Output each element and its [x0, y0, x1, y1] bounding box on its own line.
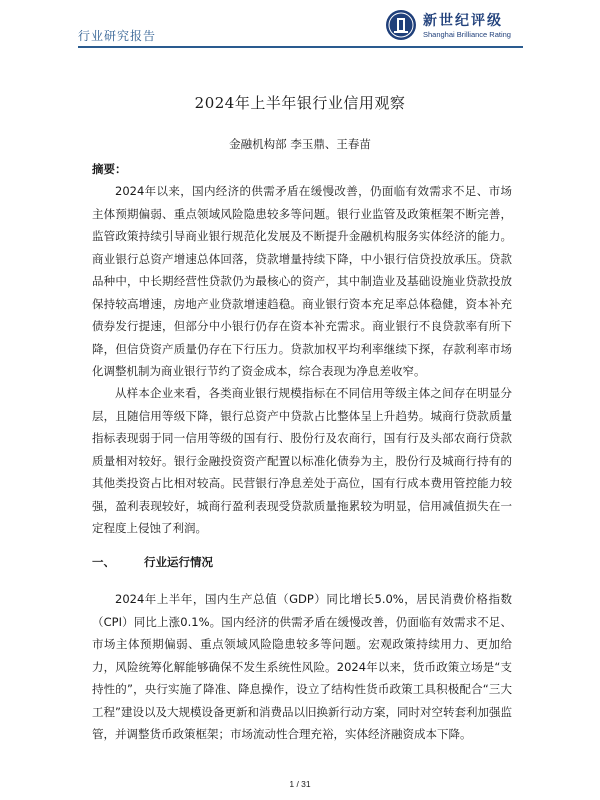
report-authors: 金融机构部 李玉鼎、王春苗 [229, 137, 371, 151]
abstract-label: 摘要： [92, 162, 127, 176]
brand-logo [385, 9, 535, 43]
section-heading [92, 554, 213, 570]
report-type-label: 行业研究报告 [78, 29, 157, 43]
abstract-paragraph-2: 从样本企业来看，各类商业银行规模指标在不同信用等级主体之间存在明显分层，且随信用等级下降，银行总资产中贷款占比整体呈上升趋势。城商行贷款质量指标表现弱于同一信用等级的国有行、股份行及农商行，国有行及头部农商行贷款质量相对较好。银行金融投资资产配置以标准化债券为主，股份行及城商行持有的其他类投资占比相对较高。民营银行净息差处于高位，国有行成本费用管控能力较强，盈利表现较好，城商行盈利表现受贷款质量拖累较为明显，信用减值损失在一定程度上侵蚀了利润。 [92, 386, 512, 535]
section-paragraph-1: 2024年上半年，国内生产总值（GDP）同比增长5.0%，居民消费价格指数（CPI）同比上涨0.1%。国内经济的供需矛盾在缓慢改善，仍面临有效需求不足、市场主体预期偏弱、重点领域风险隐患较多等问题。宏观政策持续用力、更加给力，风险统筹化解能够确保不发生系统性风险。2024年以来，货币政策立场是“支持性的”，央行实施了降准、降息操作，设立了结构性货币政策工具积极配合“三大工程”建设以及大规模设备更新和消费品以旧换新行动方案，同时对空转套利加强监管，并调整货币政策框架；市场流动性合理充裕，实体经济融资成本下降。 [92, 592, 512, 741]
page-number: 1 / 31 [289, 779, 311, 789]
header-divider [78, 46, 523, 48]
page-header [0, 0, 600, 50]
abstract-paragraph-1: 2024年以来，国内经济的供需矛盾在缓慢改善，仍面临有效需求不足、市场主体预期偏弱、重点领域风险隐患较多等问题。银行业监管及政策框架不断完善，监管政策持续引导商业银行规范化发展及不断提升金融机构服务实体经济的能力。商业银行总资产增速总体回落，贷款增量持续下降，中小银行信贷投放承压。贷款品种中，中长期经营性贷款仍为最核心的资产，其中制造业及基础设施业贷款投放保持较高增速，房地产业贷款增速趋稳。商业银行资本充足率总体稳健，资本补充债券发行提速，但部分中小银行仍存在资本补充需求。商业银行不良贷款率有所下降，但信贷资产质量仍存在下行压力。贷款加权平均利率继续下探，存款利率市场化调整机制为商业银行节约了资金成本，综合表现为净息差收窄。 [92, 184, 512, 378]
section-title: 行业运行情况 [144, 555, 213, 569]
logo-chinese-name: 新世纪评级 [423, 13, 503, 29]
section-number: 一、 [92, 555, 115, 569]
report-title: 2024年上半年银行业信用观察 [194, 94, 406, 112]
logo-english-name: Shanghai Brilliance Rating [423, 30, 511, 39]
seal-icon [385, 9, 417, 41]
